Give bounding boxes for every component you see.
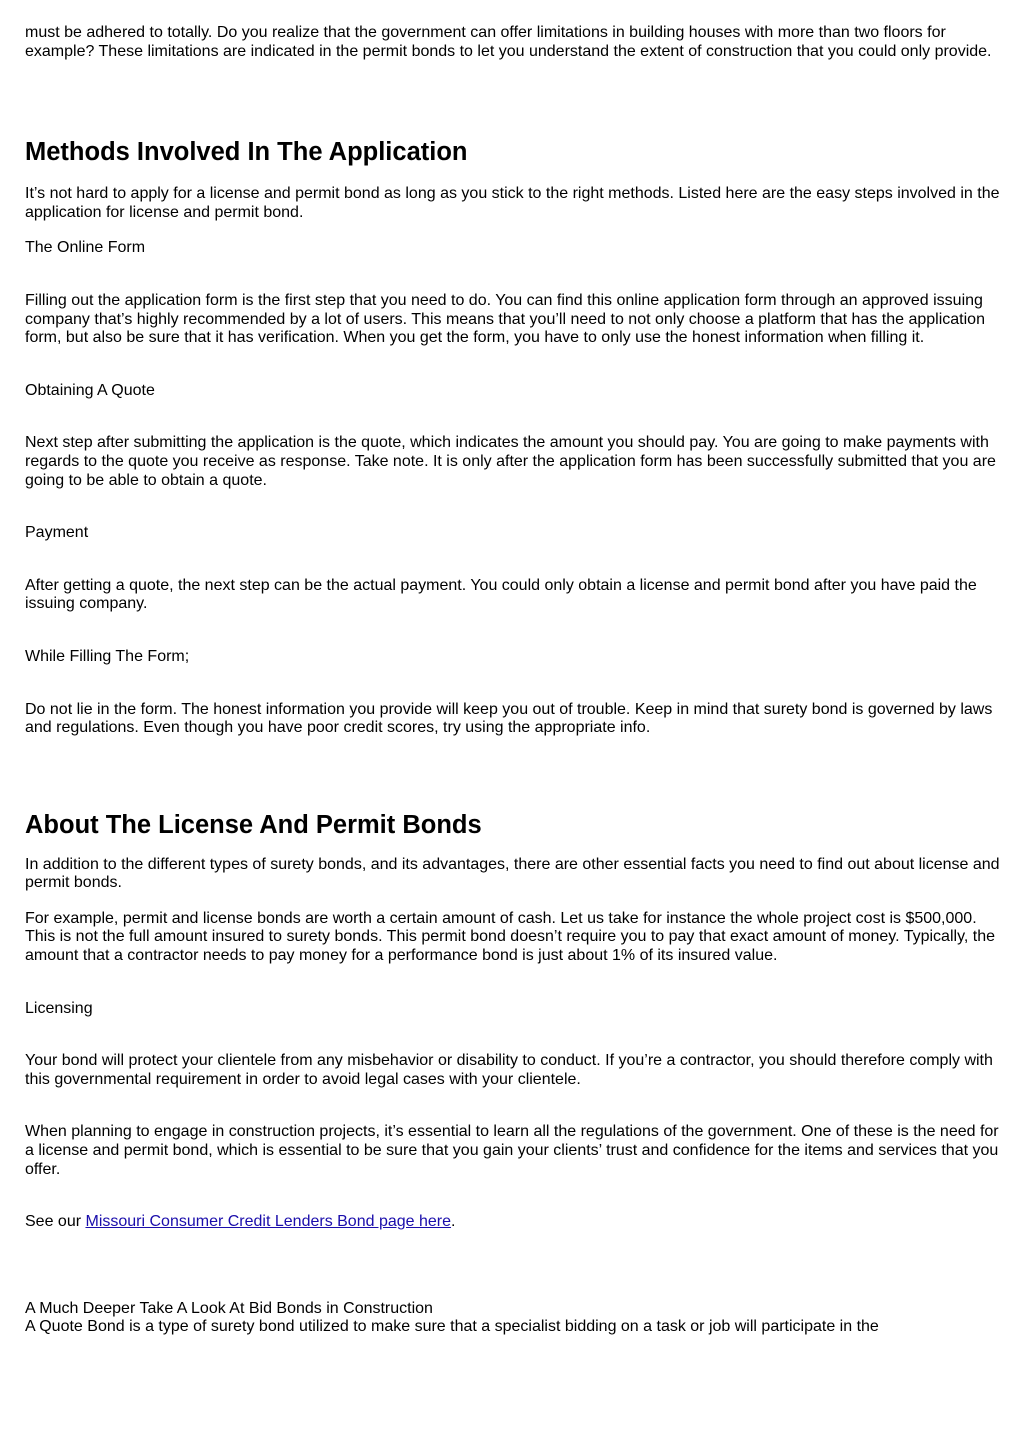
spacer xyxy=(25,893,1003,910)
see-our-line xyxy=(25,1213,1003,1232)
spacer xyxy=(25,1232,1003,1300)
spacer xyxy=(25,1179,1003,1213)
spacer xyxy=(25,222,1003,239)
quote-title: Obtaining A Quote xyxy=(25,381,155,399)
bid-bonds-title: A Much Deeper Take A Look At Bid Bonds in Construction xyxy=(25,1299,433,1317)
spacer xyxy=(25,167,1003,185)
filling-text: Do not lie in the form. The honest information you provide will keep you out of trouble. Keep in mind that surety bond is governed by laws and regulations. Even though you have poor credit scores, try using the appropriate info. xyxy=(25,700,993,737)
licensing-text: Your bond will protect your clientele from any misbehavior or disability to conduct. If you’re a contractor, you should therefore comply with this governmental requirement in order to avoid legal cases with your clientele. xyxy=(25,1052,993,1088)
spacer xyxy=(25,400,1003,434)
spacer xyxy=(25,1018,1003,1052)
about-intro: In addition to the different types of surety bonds, and its advantages, there are other essential facts you need to find out about license and permit bonds. xyxy=(25,855,1000,892)
planning-text: When planning to engage in construction projects, it’s essential to learn all the regulations of the government. One of these is the need for a license and permit bond, which is essential to be sure that you gain your clients’ trust and confidence for the items and services that you offer. xyxy=(25,1123,999,1178)
methods-heading: Methods Involved In The Application xyxy=(25,138,468,167)
about-example: For example, permit and license bonds are worth a certain amount of cash. Let us take for instance the whole project cost is $500,000. This is not the full amount insured to surety bonds. This permit bond doesn’t require you to pay that exact amount of money. Typically, the amount that a contractor needs to pay money for a performance bond is just about 1% of its insured value. xyxy=(25,909,996,965)
methods-intro: It’s not hard to apply for a license and permit bond as long as you stick to the right methods. Listed here are the easy steps involved in the application for license and permit bond. xyxy=(25,185,1000,221)
online-form-text: Filling out the application form is the first step that you need to do. You can find this online application form through an approved issuing company that’s highly recommended by a lot of users. This means that you’ll need to not only choose a platform that has the application form, but also be sure that it has verification. When you get the form, you have to only use the honest information when filling it. xyxy=(25,291,985,347)
see-our-suffix: . xyxy=(451,1213,456,1231)
about-heading: About The License And Permit Bonds xyxy=(25,810,482,839)
quote-text: Next step after submitting the application is the quote, which indicates the amount you should pay. You are going to make payments with regards to the quote you receive as response. Take note. It is only after the application form has been successfully submitted that you are going to be able to obtain a quote. xyxy=(25,434,996,489)
spacer xyxy=(25,543,1003,577)
licensing-title: Licensing xyxy=(25,999,93,1017)
spacer xyxy=(25,1089,1003,1123)
spacer xyxy=(25,348,1003,382)
payment-text: After getting a quote, the next step can be the actual payment. You could only obtain a license and permit bond after you have paid the issuing company. xyxy=(25,576,977,613)
filling-title: While Filling The Form; xyxy=(25,647,190,665)
spacer xyxy=(25,61,1003,137)
payment-title: Payment xyxy=(25,524,89,542)
spacer xyxy=(25,840,1003,856)
spacer xyxy=(25,258,1003,292)
document-page xyxy=(25,24,1003,1337)
spacer xyxy=(25,966,1003,1000)
spacer xyxy=(25,667,1003,701)
missouri-bond-link[interactable]: Missouri Consumer Credit Lenders Bond page here xyxy=(85,1213,452,1231)
spacer xyxy=(25,738,1003,810)
see-our-prefix: See our xyxy=(25,1213,86,1231)
bid-bonds-text: A Quote Bond is a type of surety bond utilized to make sure that a specialist bidding on a task or job will participate in the xyxy=(25,1318,879,1336)
spacer xyxy=(25,490,1003,524)
spacer xyxy=(25,614,1003,648)
online-form-title: The Online Form xyxy=(25,239,146,257)
intro-paragraph: must be adhered to totally. Do you realize that the government can offer limitations in building houses with more than two floors for example? These limitations are indicated in the permit bonds to let you understand the extent of construction that you could only provide. xyxy=(25,24,992,60)
